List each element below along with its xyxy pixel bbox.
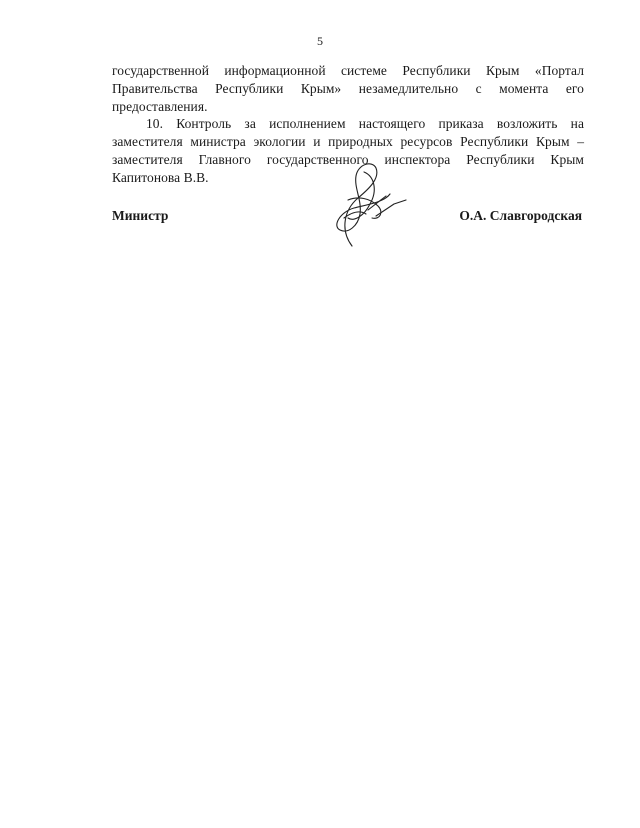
handwritten-signature <box>318 160 408 248</box>
paragraph-control-clause: 10. Контроль за исполнением настоящего приказа возложить на заместителя министра экологии и природных ресурсов Республики Крым – заместителя Главного государственного инспектора Республики Крым Капитонова В.В. <box>112 116 584 185</box>
page-number: 5 <box>317 34 323 48</box>
signatory-name: О.А. Славгородская <box>459 208 582 223</box>
paragraph-continuation: государственной информационной системе Республики Крым «Портал Правительства Республики Крым» незамедлительно с момента его предоставления. <box>112 63 584 114</box>
signatory-position: Министр <box>112 208 169 223</box>
